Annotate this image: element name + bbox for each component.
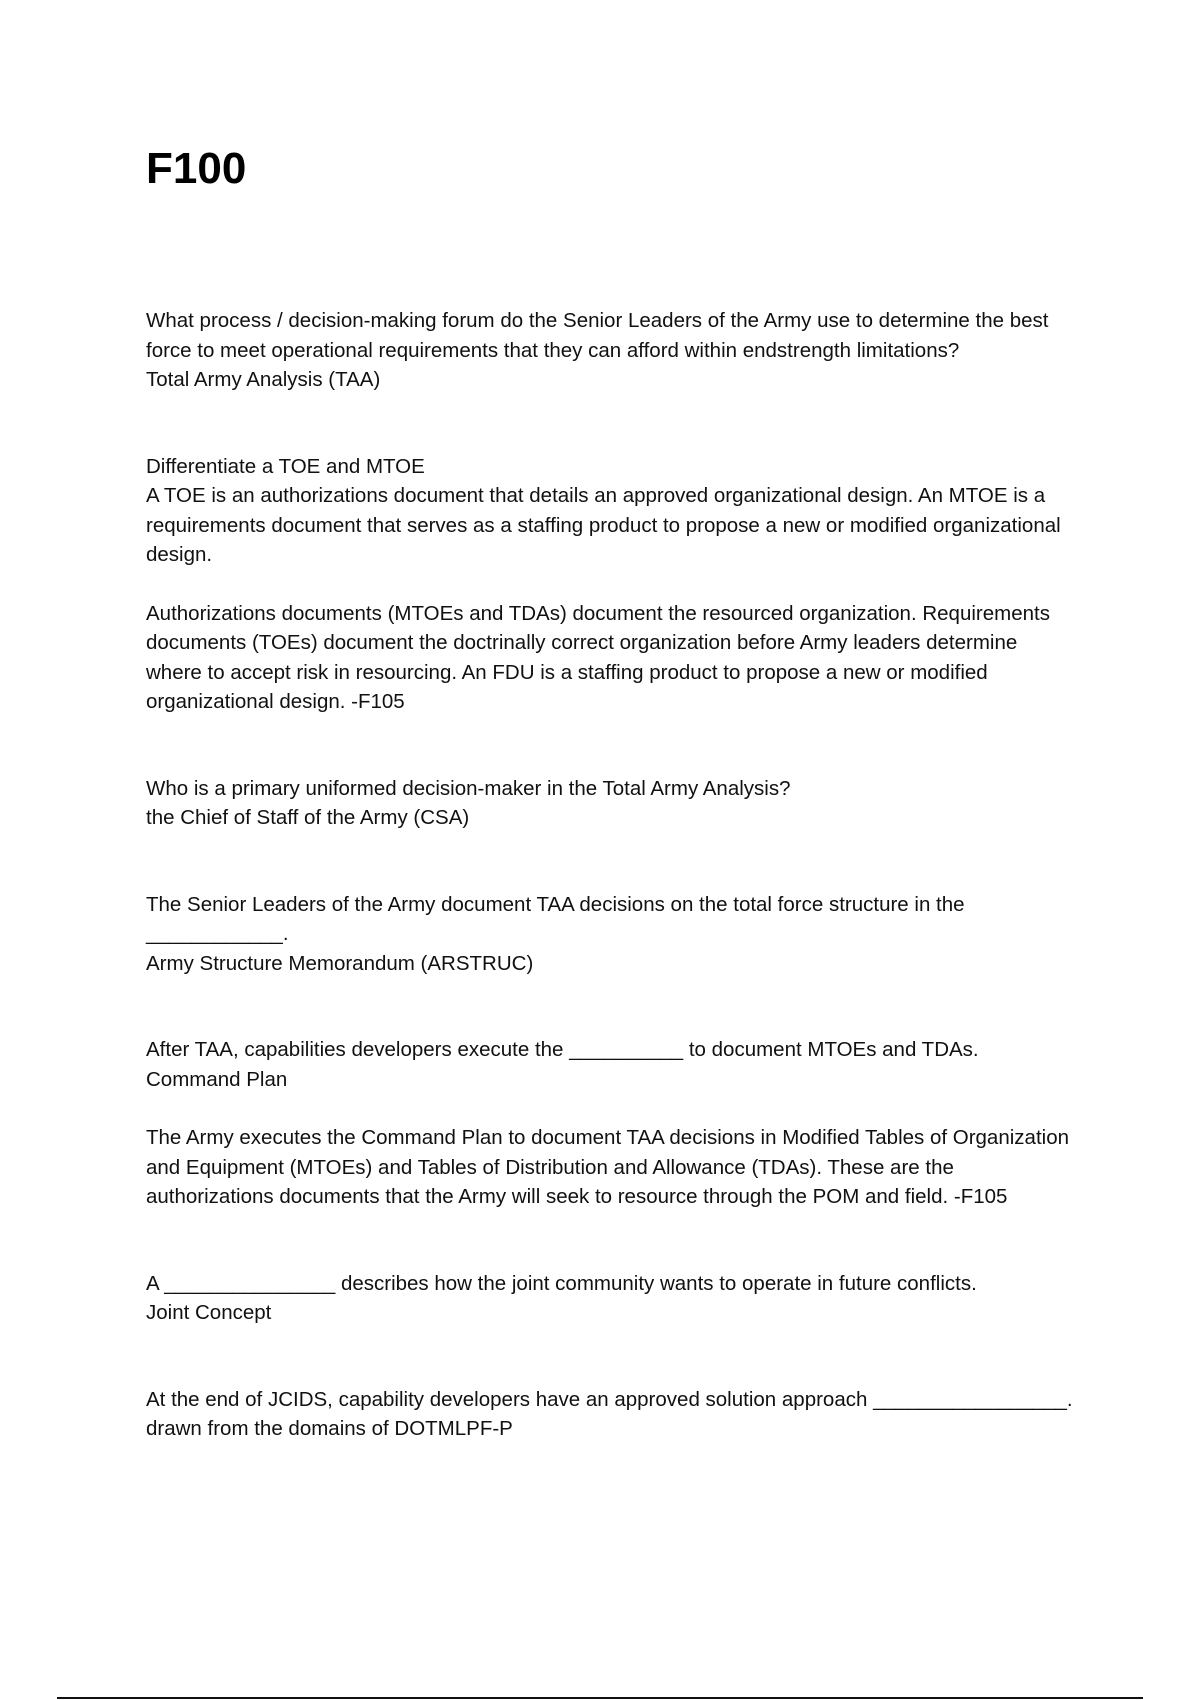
question-text: What process / decision-making forum do the Senior Leaders of the Army use to determine the best force to meet operational requirements that they can afford within endstrength limitations? bbox=[146, 309, 1049, 362]
answer-text: Army Structure Memorandum (ARSTRUC) bbox=[146, 951, 534, 975]
page-bottom-divider bbox=[57, 1697, 1143, 1699]
answer-text: drawn from the domains of DOTMLPF-P bbox=[146, 1417, 513, 1440]
explanation-text: The Army executes the Command Plan to document TAA decisions in Modified Tables of Organization and Equipment (MTOEs) and Tables of Distribution and Allowance (TDAs). These are the authorizations documents that the Army will seek to resource through the POM and field. -F105 bbox=[146, 1126, 1069, 1208]
page-title: F100 bbox=[146, 144, 247, 193]
answer-text: the Chief of Staff of the Army (CSA) bbox=[146, 806, 470, 829]
answer-text: Joint Concept bbox=[146, 1301, 272, 1324]
question-text: At the end of JCIDS, capability developers have an approved solution approach _________________. bbox=[146, 1387, 1073, 1411]
qa-item-2 bbox=[146, 452, 1076, 717]
qa-item-3 bbox=[146, 774, 1076, 833]
qa-item-4 bbox=[146, 890, 1076, 979]
question-text: After TAA, capabilities developers execute the __________ to document MTOEs and TDAs. bbox=[146, 1038, 979, 1061]
question-text: A _______________ describes how the joint community wants to operate in future conflicts. bbox=[146, 1271, 977, 1295]
qa-item-1 bbox=[146, 306, 1076, 395]
qa-item-7 bbox=[146, 1385, 1076, 1444]
explanation-text: Authorizations documents (MTOEs and TDAs) document the resourced organization. Requirements documents (TOEs) document the doctrinally correct organization before Army leaders determine where to accept risk in resourcing. An FDU is a staffing product to propose a new or modified organizational design. -F105 bbox=[146, 601, 1050, 713]
answer-text: A TOE is an authorizations document that details an approved organizational design. An MTOE is a requirements document that serves as a staffing product to propose a new or modified organizational design. bbox=[146, 484, 1061, 566]
question-text: The Senior Leaders of the Army document TAA decisions on the total force structure in the ____________. bbox=[146, 892, 965, 945]
qa-list bbox=[146, 306, 1076, 1501]
qa-item-5 bbox=[146, 1035, 1076, 1212]
answer-text: Command Plan bbox=[146, 1067, 288, 1091]
question-text: Differentiate a TOE and MTOE bbox=[146, 454, 425, 478]
answer-text: Total Army Analysis (TAA) bbox=[146, 368, 381, 391]
qa-item-6 bbox=[146, 1269, 1076, 1328]
question-text: Who is a primary uniformed decision-maker in the Total Army Analysis? bbox=[146, 776, 791, 800]
